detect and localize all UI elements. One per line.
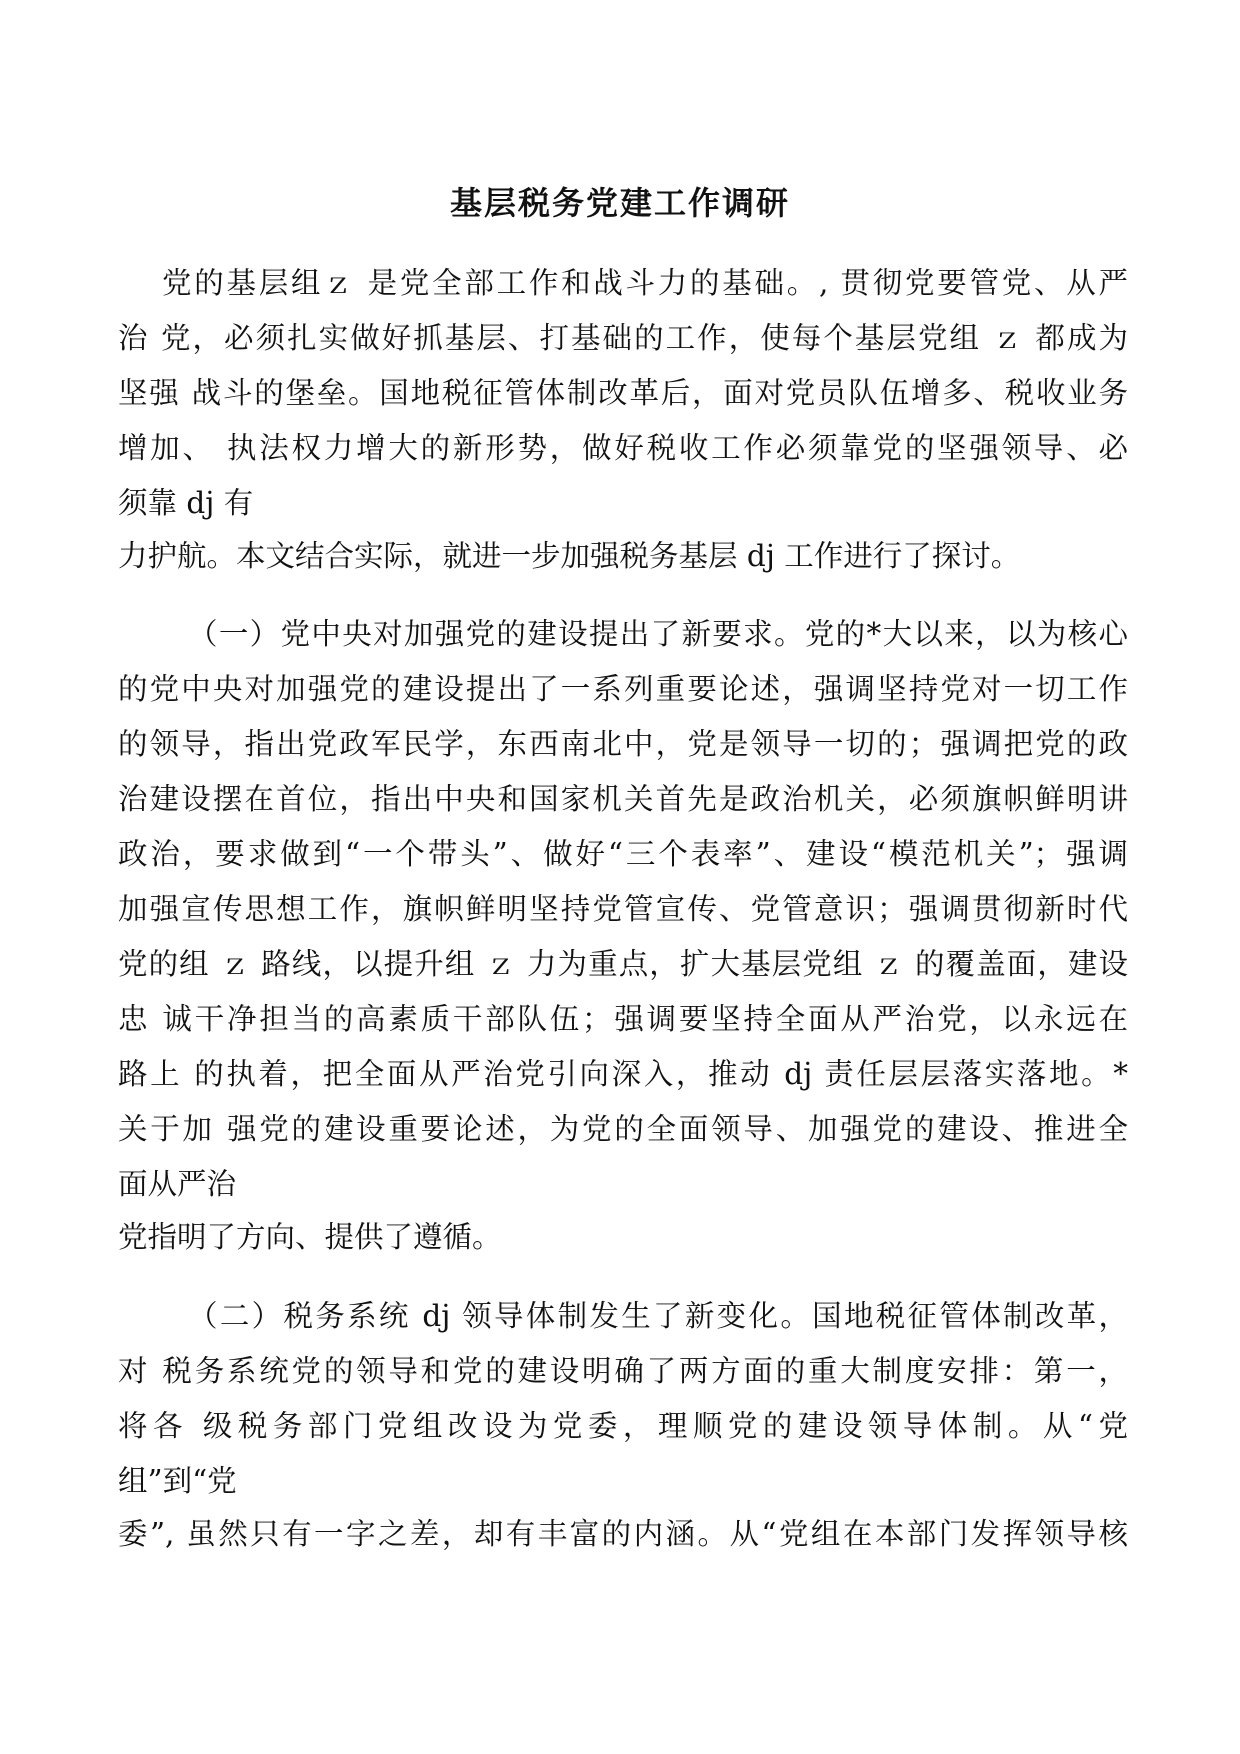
paragraph-line: 组”到“党 — [118, 1464, 237, 1498]
paragraph-line: （二）税务系统 dj 领导体制发生了新变化。国地税征管体制改革， — [188, 1299, 1128, 1333]
paragraph-line: 的领导，指出党政军民学，东西南北中，党是领导一切的；强调把党的政 — [118, 727, 1128, 761]
paragraph-line: 力护航。本文结合实际，就进一步加强税务基层 dj 工作进行了探讨。 — [118, 539, 1021, 573]
paragraph-line: （一）党中央对加强党的建设提出了新要求。党的*大以来，以为核心 — [188, 617, 1128, 651]
paragraph-line: 面从严治 — [118, 1167, 237, 1201]
paragraph-line: 政治，要求做到“一个带头”、做好“三个表率”、建设“模范机关”；强调 — [118, 837, 1128, 871]
paragraph-line: 将各 级税务部门党组改设为党委，理顺党的建设领导体制。从“党 — [118, 1409, 1128, 1443]
paragraph-line: 关于加 强党的建设重要论述，为党的全面领导、加强党的建设、推进全 — [118, 1112, 1128, 1146]
paragraph-line: 党的基层组ｚ 是党全部工作和战斗力的基础。, 贯彻党要管党、从严 — [162, 266, 1128, 300]
paragraph-line: 对 税务系统党的领导和党的建设明确了两方面的重大制度安排：第一， — [118, 1354, 1128, 1388]
paragraph-line: 增加、 执法权力增大的新形势，做好税收工作必须靠党的坚强领导、必 — [118, 431, 1128, 465]
paragraph-line: 的党中央对加强党的建设提出了一系列重要论述，强调坚持党对一切工作 — [118, 672, 1128, 706]
page-title: 基层税务党建工作调研 — [449, 184, 790, 222]
paragraph-line: 加强宣传思想工作，旗帜鲜明坚持党管宣传、党管意识；强调贯彻新时代 — [118, 892, 1128, 926]
paragraph-line: 须靠 dj 有 — [118, 486, 254, 520]
paragraph-line: 委”, 虽然只有一字之差，却有丰富的内涵。从“党组在本部门发挥领导核 — [118, 1517, 1128, 1551]
paragraph-line: 党指明了方向、提供了遵循。 — [118, 1220, 502, 1254]
paragraph-line: 路上 的执着，把全面从严治党引向深入，推动 dj 责任层层落实落地。* — [118, 1057, 1128, 1091]
paragraph-line: 治 党，必须扎实做好抓基层、打基础的工作，使每个基层党组 ｚ 都成为 — [118, 321, 1128, 355]
paragraph-line: 忠 诚干净担当的高素质干部队伍；强调要坚持全面从严治党，以永远在 — [118, 1002, 1128, 1036]
paragraph-line: 治建设摆在首位，指出中央和国家机关首先是政治机关，必须旗帜鲜明讲 — [118, 782, 1128, 816]
paragraph-line: 党的组 ｚ 路线，以提升组 ｚ 力为重点，扩大基层党组 ｚ 的覆盖面，建设 — [118, 947, 1128, 981]
paragraph-line: 坚强 战斗的堡垒。国地税征管体制改革后，面对党员队伍增多、税收业务 — [118, 376, 1128, 410]
